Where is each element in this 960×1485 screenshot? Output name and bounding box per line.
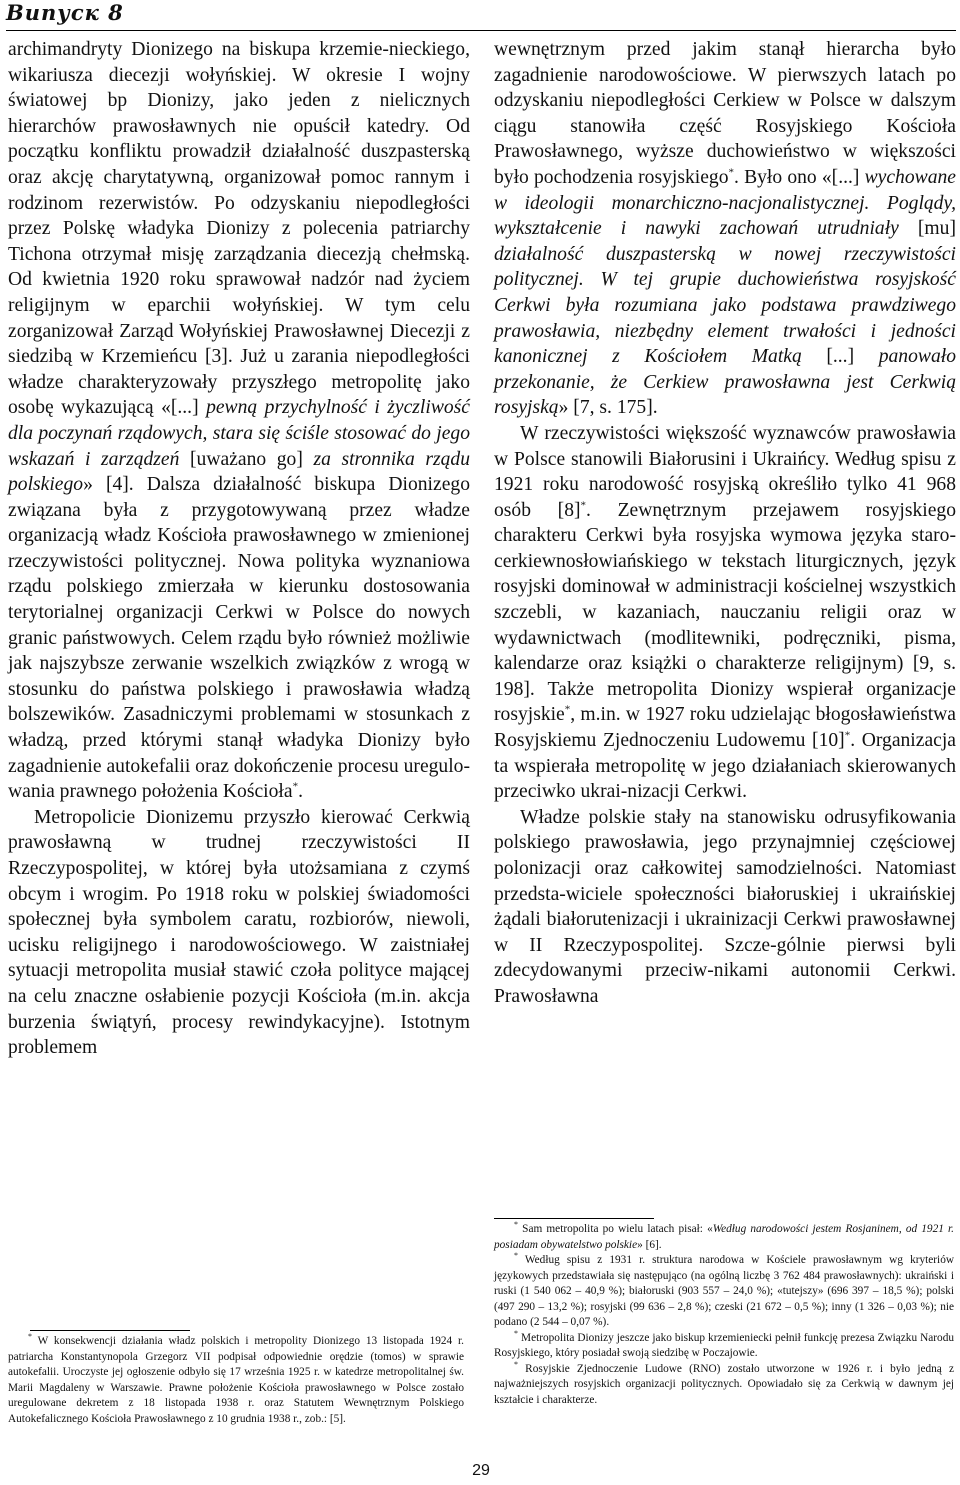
footnote: * Sam metropolita po wielu latach pisał: «Według narodowości jestem Rosjaninem, od 1921 r. posiadam obywatelstwo polskie» [6]. <box>494 1220 954 1251</box>
paragraph: W rzeczywistości większość wyznawców prawosławia w Polsce stanowili Białorusini i Ukraińcy. Według spisu z 1921 roku narodowość rosyjską określiło tylko 41 968 osób [8]*. Zewnętrznym przejawem rosyjskiego charakteru Cerkwi była rosyjska wymowa języka staro-cerkiewnosłowiańskiego w tekstach liturgicznych, język rosyjski dominował w administracji kościelnej wszystkich szczebli, w kazaniach, nauczaniu religii oraz w wydawnictwach (modlitewniki, podręczniki, pisma, kalendarze oraz książki o charakterze religijnym) [9, s. 198]. Także metropolita Dionizy wspierał organizacje rosyjskie*, m.in. w 1927 roku udzielając błogosławieństwa Rosyjskiemu Zjednoczeniu Ludowemu [10]*. Organizacja ta wspierała metropolitę w jego działaniach skierowanych przeciwko ukrai-nizacji Cerkwi. <box>494 422 956 803</box>
footnote-mark: * <box>564 703 571 716</box>
page-number: 29 <box>472 1462 490 1479</box>
footnote: * W konsekwencji działania władz polskich i metropolity Dionizego 13 listopada 1924 r. patriarcha Konstantynopola Grzegorz VII podpisał odpowiednie orędzie (tomos) w sprawie autokefalii. Uroczyste jej ogłoszenie odbyło się 17 września 1925 r. w katedrze metropolitalnej św. Marii Magdaleny w Warszawie. Prawne położenie Kościoła prawosławnego w Polsce zostało uregulowane dekretem z 18 listopada 1938 r. oraz Statutem Wewnętrznym Polskiego Autokefalicznego Kościoła Prawosławnego z 10 grudnia 1938 r., zob.: [5]. <box>8 1332 464 1425</box>
issue-header: Випуск 8 <box>6 0 956 31</box>
paragraph: wewnętrznym przed jakim stanął hierarcha było zagadnienie narodowościowe. W pierwszych latach po odzyskaniu niepodległości Cerkiew w Polsce w dalszym ciągu stanowiła część Rosyjskiego Kościoła Prawosławnego, wyższe duchowieństwo w większości było pochodzenia rosyjskiego*. Było ono «[...] wychowane w ideologii monarchiczno-nacjonalistycznej. Poglądy, wykształcenie i nawyki zachowań utrudniały [mu] działalność duszpasterską w nowej rzeczywistości politycznej. W tej grupie duchowieństwa rosyjskość Cerkwi była rozumiana jako podstawa prawdziwego prawosławia, niezbędny element trwałości i jedności kanonicznej z Kościołem Matką [...] panowało przekonanie, że Cerkiew prawosławna jest Cerkwią rosyjską» [7, s. 175]. <box>494 39 956 419</box>
footnote: * Rosyjskie Zjednoczenie Ludowe (RNO) zostało utworzone w 1926 r. i było jedną z najważniejszych rosyjskich organizacji politycznych. Opowiadało się za Cerkwią w dawnym jej kształcie i charakterze. <box>494 1359 954 1406</box>
paragraph: Metropolicie Dionizemu przyszło kierować Cerkwią prawosławną w trudnej rzeczywistości II Rzeczypospolitej, w której była utożsamiana z czymś obcym i wrogim. Po 1918 roku w polskiej świadomości społecznej była symbolem caratu, rozbiorów, niewoli, ucisku religijnego i narodowościowego. W zaistniałej sytuacji metropolita musiał stawić czoła polityce mającej na celu znaczne osłabienie pozycji Kościoła (m.in. akcja burzenia świątyń, procesy rewindykacyjne). Istotnym problemem <box>8 806 470 1059</box>
paragraph: Władze polskie stały na stanowisku odrusyfikowania polskiego prawosławia, jego przynajmniej częściowej polonizacji oraz całkowitej samodzielności. Natomiast przedsta-wiciele społeczności białoruskiej i ukraińskiej żądali białorutenizacji i ukrainizacji Cerkwi prawosławnej w II Rzeczypospolitej. Szcze-gólnie pierwsi byli zdecydowanymi przeciw-nikami autonomii Cerkwi. Prawosławna <box>494 806 956 1007</box>
footnote-mark: * <box>728 166 735 179</box>
left-text-column <box>8 37 470 1061</box>
right-text-column <box>494 37 956 1010</box>
footnote-rule <box>494 1218 654 1219</box>
footnote-mark: * <box>844 729 851 742</box>
right-footnotes <box>494 1222 954 1408</box>
left-footnotes <box>8 1334 464 1427</box>
footnote-mark: * <box>580 499 587 512</box>
footnote-mark: * <box>292 780 299 793</box>
footnote: * Według spisu z 1931 r. struktura narodowa w Kościele prawosławnym wg kryteriów językowych przedstawiała się następująco (na ogólną liczbę 3 762 484 prawosławnych): ukraiński i ruski (1 540 062 – 40,9 %); białoruski (903 557 – 24,0 %); «tutejszy» (696 397 – 18,5 %); polski (497 290 – 13,2 %); rosyjski (99 636 – 2,8 %); czeski (21 672 – 0,5 %); inny (1 326 – 0,03 %); nie podano (2 544 – 0,07 %). <box>494 1251 954 1328</box>
footnote: * Metropolita Dionizy jeszcze jako biskup krzemieniecki pełnił funkcję prezesa Związku Narodu Rosyjskiego, który posiadał swoją siedzibę w Poczajowie. <box>494 1328 954 1359</box>
paragraph: archimandryty Dionizego na biskupa krzemie-nieckiego, wikariusza diecezji wołyńskiej. W okresie I wojny światowej bp Dionizy, jako jeden z nielicznych hierarchów prawosławnych nie opuścił katedry. Od początku konfliktu prowadził działalność duszpasterską oraz akcję charytatywną, organizował pomoc rannym i rodzinom rezerwistów. Po odzyskaniu niepodległości przez Polskę władyka Dionizy z polecenia patriarchy Tichona otrzymał misję zarządzania diecezją chełmską. Od kwietnia 1920 roku sprawował nadzór nad życiem religijnym w eparchii wołyńskiej. W tym celu zorganizował Zarząd Wołyńskiej Prawosławnej Diecezji z siedzibą w Krzemieńcu [3]. Już u zarania niepodległości władze charakteryzowały przyszłego metropolitę jako osobę wykazującą «[...] pewną przychylność i życzliwość dla poczynań rządowych, stara się ściśle stosować do jego wskazań i zarządzeń [uważano go] za stronnika rządu polskiego» [4]. Dalsza działalność biskupa Dionizego związana była z przygotowywaną przez władze organizacją władz Kościoła prawosławnego w zmienionej rzeczywistości politycznej. Nowa polityka wyznaniowa rządu polskiego zmierzała w kierunku dostosowania terytorialnej organizacji Cerkwi w Polsce do nowych granic państwowych. Celem rządu było również możliwie jak najszybsze zerwanie wszelkich związków z wrogą w stosunku do państwa polskiego i prawosławia władzą bolszewików. Zasadniczymi problemami w stosunkach z władzą, przed którymi stanął władyka Dionizy było zagadnienie autokefalii oraz dokończenie procesu uregulo-wania prawnego położenia Kościoła*. <box>8 39 471 803</box>
footnote-rule <box>30 1330 190 1331</box>
